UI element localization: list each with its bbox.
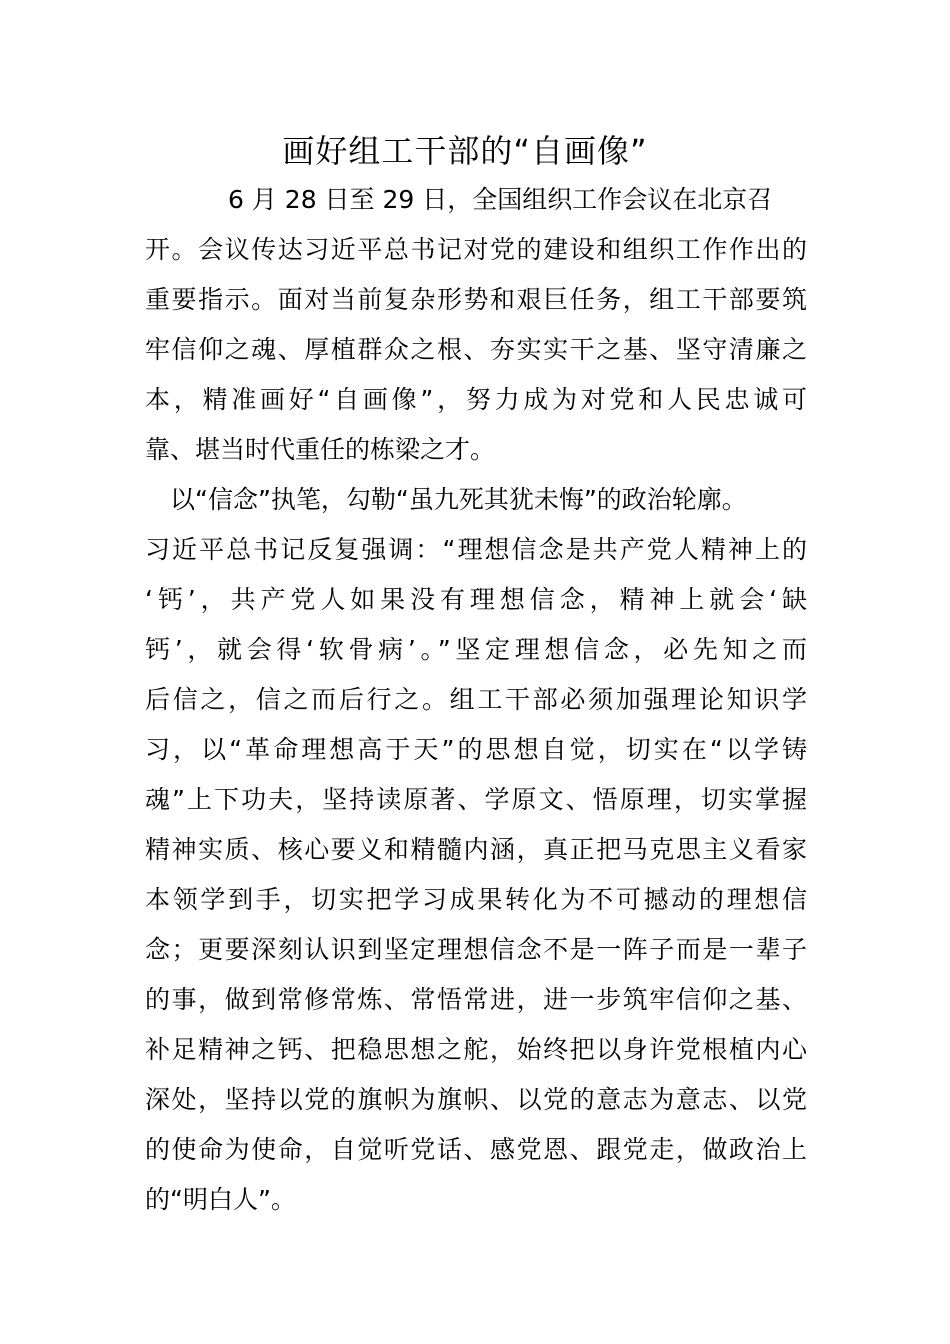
paragraph-2-line: 钙’，就会得‘软骨病’。”坚定理想信念，必先知之而 — [145, 635, 807, 664]
paragraph-1-line: 开。会议传达习近平总书记对党的建设和组织工作作出的 — [145, 235, 807, 264]
paragraph-1-line: 重要指示。面对当前复杂形势和艰巨任务，组工干部要筑 — [145, 285, 807, 314]
paragraph-2-line: 的事，做到常修常炼、常悟常进，进一步筑牢信仰之基、 — [145, 985, 807, 1014]
paragraph-2-line: 深处，坚持以党的旗帜为旗帜、以党的意志为意志、以党 — [145, 1085, 807, 1114]
paragraph-2-line: 补足精神之钙、把稳思想之舵，始终把以身许党根植内心 — [145, 1035, 807, 1064]
paragraph-1-line: 本，精准画好“自画像”，努力成为对党和人民忠诚可 — [145, 385, 807, 414]
paragraph-2-line: 本领学到手，切实把学习成果转化为不可撼动的理想信 — [145, 885, 807, 914]
paragraph-2-line: 的“明白人”。 — [145, 1185, 296, 1214]
paragraph-2-line: 后信之，信之而后行之。组工干部必须加强理论知识学 — [145, 685, 807, 714]
paragraph-1-line: 牢信仰之魂、厚植群众之根、夯实实干之基、坚守清廉之 — [145, 335, 807, 364]
paragraph-2-line: 习，以“革命理想高于天”的思想自觉，切实在“以学铸 — [145, 735, 807, 764]
paragraph-2-line: 念；更要深刻认识到坚定理想信念不是一阵子而是一辈子 — [145, 935, 807, 964]
paragraph-2-line: 的使命为使命，自觉听党话、感党恩、跟党走，做政治上 — [145, 1135, 807, 1164]
paragraph-2-line: 习近平总书记反复强调：“理想信念是共产党人精神上的 — [145, 535, 807, 564]
paragraph-2-line: 精神实质、核心要义和精髓内涵，真正把马克思主义看家 — [145, 835, 807, 864]
paragraph-1-line: 6 月 28 日至 29 日，全国组织工作会议在北京召 — [228, 185, 773, 214]
document-title: 画好组工干部的“自画像” — [282, 132, 648, 170]
paragraph-2-line: 魂”上下功夫，坚持读原著、学原文、悟原理，切实掌握 — [145, 785, 807, 814]
paragraph-2-line: ‘钙’，共产党人如果没有理想信念，精神上就会‘缺 — [145, 585, 807, 614]
paragraph-1-line: 靠、堪当时代重任的栋梁之才。 — [145, 435, 496, 464]
paragraph-2-line: 以“信念”执笔，勾勒“虽九死其犹未悔”的政治轮廓。 — [170, 485, 747, 514]
